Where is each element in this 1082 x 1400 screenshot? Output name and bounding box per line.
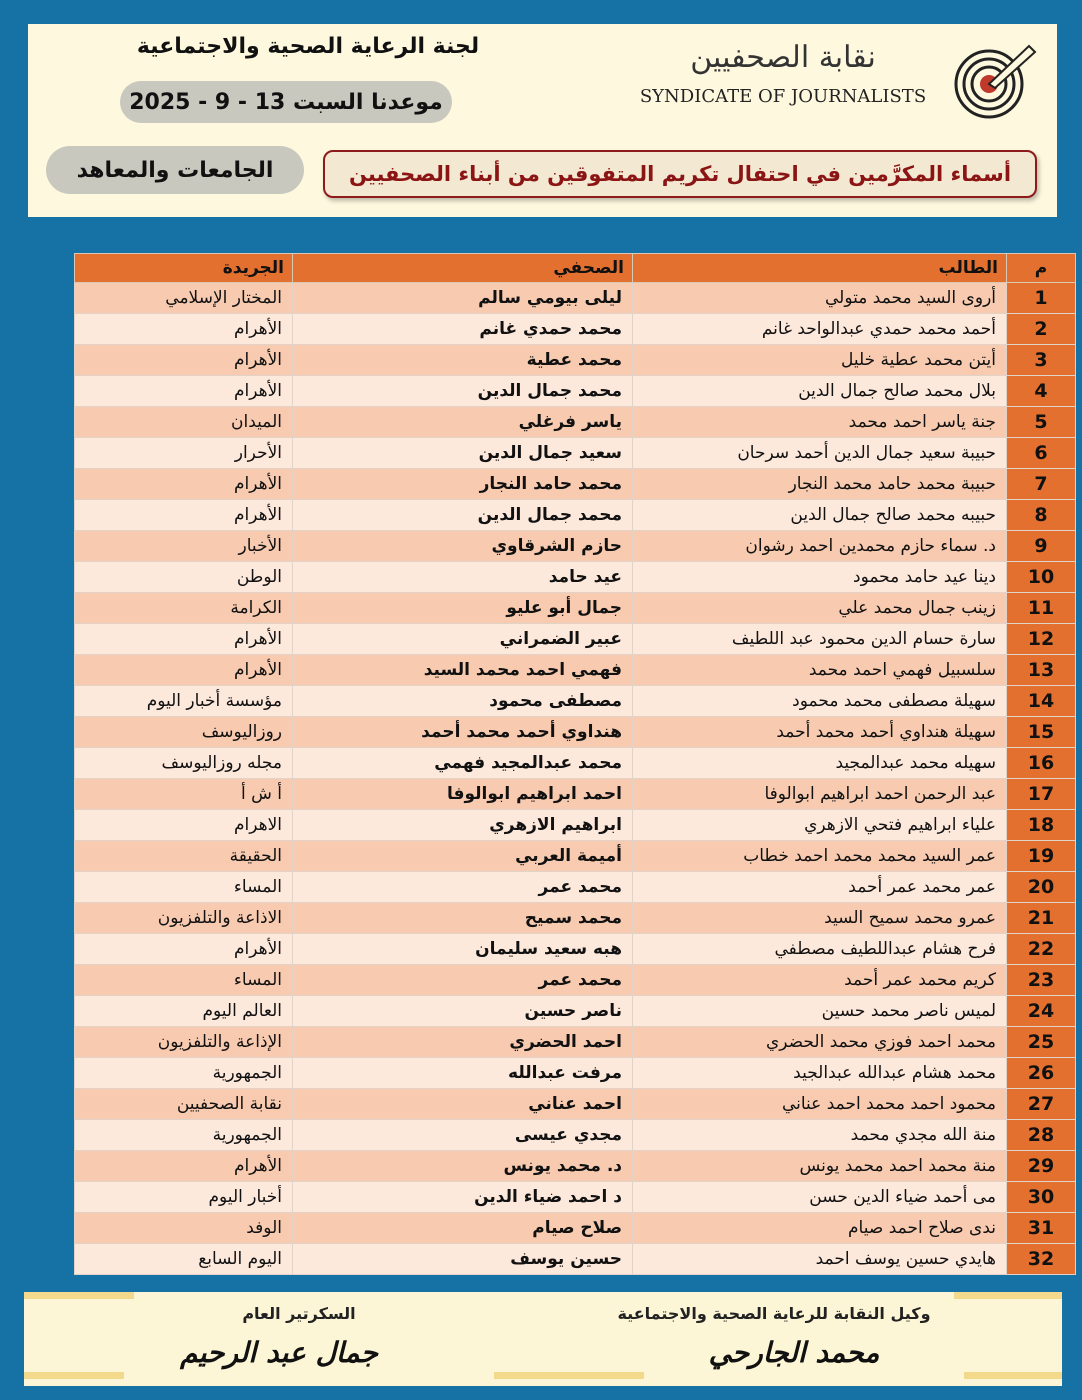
table-row bbox=[75, 934, 1076, 965]
row-number: 25 bbox=[1007, 1027, 1076, 1058]
student-name: فرح هشام عبداللطيف مصطفي bbox=[633, 934, 1007, 965]
table-row bbox=[75, 1213, 1076, 1244]
table-row bbox=[75, 1058, 1076, 1089]
student-name: د. سماء حازم محمدين احمد رشوان bbox=[633, 531, 1007, 562]
row-number: 31 bbox=[1007, 1213, 1076, 1244]
newspaper-name: نقابة الصحفيين bbox=[75, 1089, 293, 1120]
student-name: كريم محمد عمر أحمد bbox=[633, 965, 1007, 996]
newspaper-name: الوفد bbox=[75, 1213, 293, 1244]
student-name: علياء ابراهيم فتحي الازهري bbox=[633, 810, 1007, 841]
student-name: حبيبه محمد صالح جمال الدين bbox=[633, 500, 1007, 531]
footer-decoration bbox=[24, 1372, 124, 1379]
journalist-name: هنداوي أحمد محمد أحمد bbox=[293, 717, 633, 748]
student-name: حبيبة سعيد جمال الدين أحمد سرحان bbox=[633, 438, 1007, 469]
journalist-name: هبه سعيد سليمان bbox=[293, 934, 633, 965]
newspaper-name: المساء bbox=[75, 965, 293, 996]
newspaper-name: الإذاعة والتلفزيون bbox=[75, 1027, 293, 1058]
footer-decoration bbox=[494, 1372, 644, 1379]
row-number: 24 bbox=[1007, 996, 1076, 1027]
row-number: 5 bbox=[1007, 407, 1076, 438]
header-student: الطالب bbox=[633, 254, 1007, 283]
journalist-name: عيد حامد bbox=[293, 562, 633, 593]
journalist-name: مرفت عبدالله bbox=[293, 1058, 633, 1089]
newspaper-name: الأهرام bbox=[75, 500, 293, 531]
student-name: عمر السيد محمد محمد احمد خطاب bbox=[633, 841, 1007, 872]
newspaper-name: أ ش أ bbox=[75, 779, 293, 810]
row-number: 12 bbox=[1007, 624, 1076, 655]
journalist-name: سعيد جمال الدين bbox=[293, 438, 633, 469]
newspaper-name: العالم اليوم bbox=[75, 996, 293, 1027]
table-row bbox=[75, 717, 1076, 748]
table-row bbox=[75, 1151, 1076, 1182]
row-number: 28 bbox=[1007, 1120, 1076, 1151]
table-row bbox=[75, 965, 1076, 996]
newspaper-name: الأخبار bbox=[75, 531, 293, 562]
table-header-row bbox=[75, 254, 1076, 283]
header-panel bbox=[28, 24, 1057, 217]
journalist-name: فهمي احمد محمد السيد bbox=[293, 655, 633, 686]
newspaper-name: الأحرار bbox=[75, 438, 293, 469]
newspaper-name: الجمهورية bbox=[75, 1120, 293, 1151]
table-row bbox=[75, 841, 1076, 872]
row-number: 2 bbox=[1007, 314, 1076, 345]
student-name: أيتن محمد عطية خليل bbox=[633, 345, 1007, 376]
header-newspaper: الجريدة bbox=[75, 254, 293, 283]
row-number: 7 bbox=[1007, 469, 1076, 500]
journalist-name: د. محمد يونس bbox=[293, 1151, 633, 1182]
row-number: 11 bbox=[1007, 593, 1076, 624]
table-row bbox=[75, 1027, 1076, 1058]
header-num: م bbox=[1007, 254, 1076, 283]
newspaper-name: الميدان bbox=[75, 407, 293, 438]
table-row bbox=[75, 624, 1076, 655]
honorees-table bbox=[74, 253, 1076, 1275]
student-name: عبد الرحمن احمد ابراهيم ابوالوفا bbox=[633, 779, 1007, 810]
newspaper-name: المختار الإسلامي bbox=[75, 283, 293, 314]
newspaper-name: الأهرام bbox=[75, 469, 293, 500]
syndicate-logo-icon bbox=[943, 40, 1039, 120]
journalist-name: مجدي عيسى bbox=[293, 1120, 633, 1151]
row-number: 8 bbox=[1007, 500, 1076, 531]
deputy-title: وكيل النقابة للرعاية الصحية والاجتماعية bbox=[617, 1304, 931, 1323]
student-name: محمد احمد فوزي محمد الحضري bbox=[633, 1027, 1007, 1058]
row-number: 30 bbox=[1007, 1182, 1076, 1213]
journalist-name: د احمد ضياء الدين bbox=[293, 1182, 633, 1213]
student-name: دينا عيد حامد محمود bbox=[633, 562, 1007, 593]
table-row bbox=[75, 469, 1076, 500]
table-row bbox=[75, 407, 1076, 438]
row-number: 21 bbox=[1007, 903, 1076, 934]
newspaper-name: الجمهورية bbox=[75, 1058, 293, 1089]
row-number: 13 bbox=[1007, 655, 1076, 686]
table-row bbox=[75, 314, 1076, 345]
newspaper-name: الأهرام bbox=[75, 376, 293, 407]
newspaper-name: الأهرام bbox=[75, 934, 293, 965]
student-name: منة الله مجدي محمد bbox=[633, 1120, 1007, 1151]
table-row bbox=[75, 283, 1076, 314]
student-name: جنة ياسر احمد محمد bbox=[633, 407, 1007, 438]
journalist-name: ناصر حسين bbox=[293, 996, 633, 1027]
student-name: سلسبيل فهمي احمد محمد bbox=[633, 655, 1007, 686]
footer-decoration bbox=[954, 1292, 1062, 1299]
newspaper-name: الكرامة bbox=[75, 593, 293, 624]
row-number: 19 bbox=[1007, 841, 1076, 872]
row-number: 15 bbox=[1007, 717, 1076, 748]
table-row bbox=[75, 748, 1076, 779]
journalist-name: حسين يوسف bbox=[293, 1244, 633, 1275]
table-row bbox=[75, 872, 1076, 903]
student-name: بلال محمد صالح جمال الدين bbox=[633, 376, 1007, 407]
newspaper-name: الاهرام bbox=[75, 810, 293, 841]
newspaper-name: اليوم السابع bbox=[75, 1244, 293, 1275]
student-name: سهيلة مصطفى محمد محمود bbox=[633, 686, 1007, 717]
logo-english-text: SYNDICATE OF JOURNALISTS bbox=[639, 86, 927, 107]
table-row bbox=[75, 438, 1076, 469]
row-number: 32 bbox=[1007, 1244, 1076, 1275]
student-name: حبيبة محمد حامد محمد النجار bbox=[633, 469, 1007, 500]
journalist-name: محمد حمدي غانم bbox=[293, 314, 633, 345]
journalist-name: محمد جمال الدين bbox=[293, 376, 633, 407]
student-name: سهيله محمد عبدالمجيد bbox=[633, 748, 1007, 779]
journalist-name: محمد عطية bbox=[293, 345, 633, 376]
journalist-name: جمال أبو عليو bbox=[293, 593, 633, 624]
journalist-name: عبير الضمراني bbox=[293, 624, 633, 655]
table-row bbox=[75, 562, 1076, 593]
journalist-name: ياسر فرغلي bbox=[293, 407, 633, 438]
student-name: عمرو محمد سميح السيد bbox=[633, 903, 1007, 934]
newspaper-name: أخبار اليوم bbox=[75, 1182, 293, 1213]
table-row bbox=[75, 531, 1076, 562]
committee-title: لجنة الرعاية الصحية والاجتماعية bbox=[136, 34, 480, 59]
student-name: ندى صلاح احمد صيام bbox=[633, 1213, 1007, 1244]
journalist-name: محمد جمال الدين bbox=[293, 500, 633, 531]
newspaper-name: الاذاعة والتلفزيون bbox=[75, 903, 293, 934]
row-number: 9 bbox=[1007, 531, 1076, 562]
newspaper-name: الحقيقة bbox=[75, 841, 293, 872]
student-name: أروى السيد محمد متولي bbox=[633, 283, 1007, 314]
journalist-name: محمد عبدالمجيد فهمي bbox=[293, 748, 633, 779]
row-number: 23 bbox=[1007, 965, 1076, 996]
honorees-table-container bbox=[74, 253, 1055, 1275]
student-name: منة محمد احمد محمد يونس bbox=[633, 1151, 1007, 1182]
journalist-name: احمد ابراهيم ابوالوفا bbox=[293, 779, 633, 810]
event-date: موعدنا السبت 13 - 9 - 2025 bbox=[120, 81, 452, 123]
footer-panel bbox=[24, 1292, 1062, 1386]
student-name: عمر محمد عمر أحمد bbox=[633, 872, 1007, 903]
student-name: محمد هشام عبدالله عبدالجيد bbox=[633, 1058, 1007, 1089]
table-row bbox=[75, 593, 1076, 624]
row-number: 17 bbox=[1007, 779, 1076, 810]
student-name: محمود احمد محمد احمد عناني bbox=[633, 1089, 1007, 1120]
student-name: أحمد محمد حمدي عبدالواحد غانم bbox=[633, 314, 1007, 345]
journalist-name: محمد سميح bbox=[293, 903, 633, 934]
row-number: 27 bbox=[1007, 1089, 1076, 1120]
newspaper-name: الوطن bbox=[75, 562, 293, 593]
row-number: 6 bbox=[1007, 438, 1076, 469]
row-number: 3 bbox=[1007, 345, 1076, 376]
journalist-name: محمد عمر bbox=[293, 965, 633, 996]
table-row bbox=[75, 810, 1076, 841]
newspaper-name: روزاليوسف bbox=[75, 717, 293, 748]
secretary-general-signature: جمال عبد الرحيم bbox=[180, 1336, 378, 1369]
row-number: 14 bbox=[1007, 686, 1076, 717]
student-name: هايدي حسين يوسف احمد bbox=[633, 1244, 1007, 1275]
row-number: 10 bbox=[1007, 562, 1076, 593]
journalist-name: صلاح صيام bbox=[293, 1213, 633, 1244]
journalist-name: محمد عمر bbox=[293, 872, 633, 903]
table-row bbox=[75, 500, 1076, 531]
journalist-name: حازم الشرقاوي bbox=[293, 531, 633, 562]
journalist-name: احمد عناني bbox=[293, 1089, 633, 1120]
journalist-name: محمد حامد النجار bbox=[293, 469, 633, 500]
table-row bbox=[75, 345, 1076, 376]
table-row bbox=[75, 779, 1076, 810]
row-number: 18 bbox=[1007, 810, 1076, 841]
footer-decoration bbox=[24, 1292, 134, 1299]
deputy-signature: محمد الجارحي bbox=[708, 1336, 880, 1369]
journalist-name: أميمة العربي bbox=[293, 841, 633, 872]
secretary-general-title: السكرتير العام bbox=[242, 1304, 356, 1323]
table-row bbox=[75, 686, 1076, 717]
student-name: مى أحمد ضياء الدين حسن bbox=[633, 1182, 1007, 1213]
table-row bbox=[75, 996, 1076, 1027]
newspaper-name: الأهرام bbox=[75, 624, 293, 655]
student-name: زينب جمال محمد علي bbox=[633, 593, 1007, 624]
journalist-name: احمد الحضري bbox=[293, 1027, 633, 1058]
journalist-name: مصطفى محمود bbox=[293, 686, 633, 717]
journalist-name: ابراهيم الازهري bbox=[293, 810, 633, 841]
newspaper-name: الأهرام bbox=[75, 314, 293, 345]
table-row bbox=[75, 376, 1076, 407]
logo-arabic-text: نقابة الصحفيين bbox=[690, 40, 876, 75]
category-label: الجامعات والمعاهد bbox=[46, 146, 304, 194]
table-row bbox=[75, 1182, 1076, 1213]
header-journalist: الصحفي bbox=[293, 254, 633, 283]
row-number: 1 bbox=[1007, 283, 1076, 314]
student-name: سهيلة هنداوي أحمد محمد أحمد bbox=[633, 717, 1007, 748]
student-name: سارة حسام الدين محمود عبد اللطيف bbox=[633, 624, 1007, 655]
footer-decoration bbox=[964, 1372, 1062, 1379]
table-row bbox=[75, 1120, 1076, 1151]
headline: أسماء المكرَّمين في احتفال تكريم المتفوقين من أبناء الصحفيين bbox=[323, 150, 1037, 198]
row-number: 26 bbox=[1007, 1058, 1076, 1089]
newspaper-name: الأهرام bbox=[75, 655, 293, 686]
newspaper-name: الأهرام bbox=[75, 345, 293, 376]
row-number: 20 bbox=[1007, 872, 1076, 903]
newspaper-name: المساء bbox=[75, 872, 293, 903]
newspaper-name: مجله روزاليوسف bbox=[75, 748, 293, 779]
table-row bbox=[75, 1089, 1076, 1120]
student-name: لميس ناصر محمد حسين bbox=[633, 996, 1007, 1027]
row-number: 16 bbox=[1007, 748, 1076, 779]
row-number: 29 bbox=[1007, 1151, 1076, 1182]
row-number: 22 bbox=[1007, 934, 1076, 965]
table-row bbox=[75, 903, 1076, 934]
newspaper-name: الأهرام bbox=[75, 1151, 293, 1182]
table-row bbox=[75, 1244, 1076, 1275]
journalist-name: ليلى بيومي سالم bbox=[293, 283, 633, 314]
row-number: 4 bbox=[1007, 376, 1076, 407]
newspaper-name: مؤسسة أخبار اليوم bbox=[75, 686, 293, 717]
table-row bbox=[75, 655, 1076, 686]
